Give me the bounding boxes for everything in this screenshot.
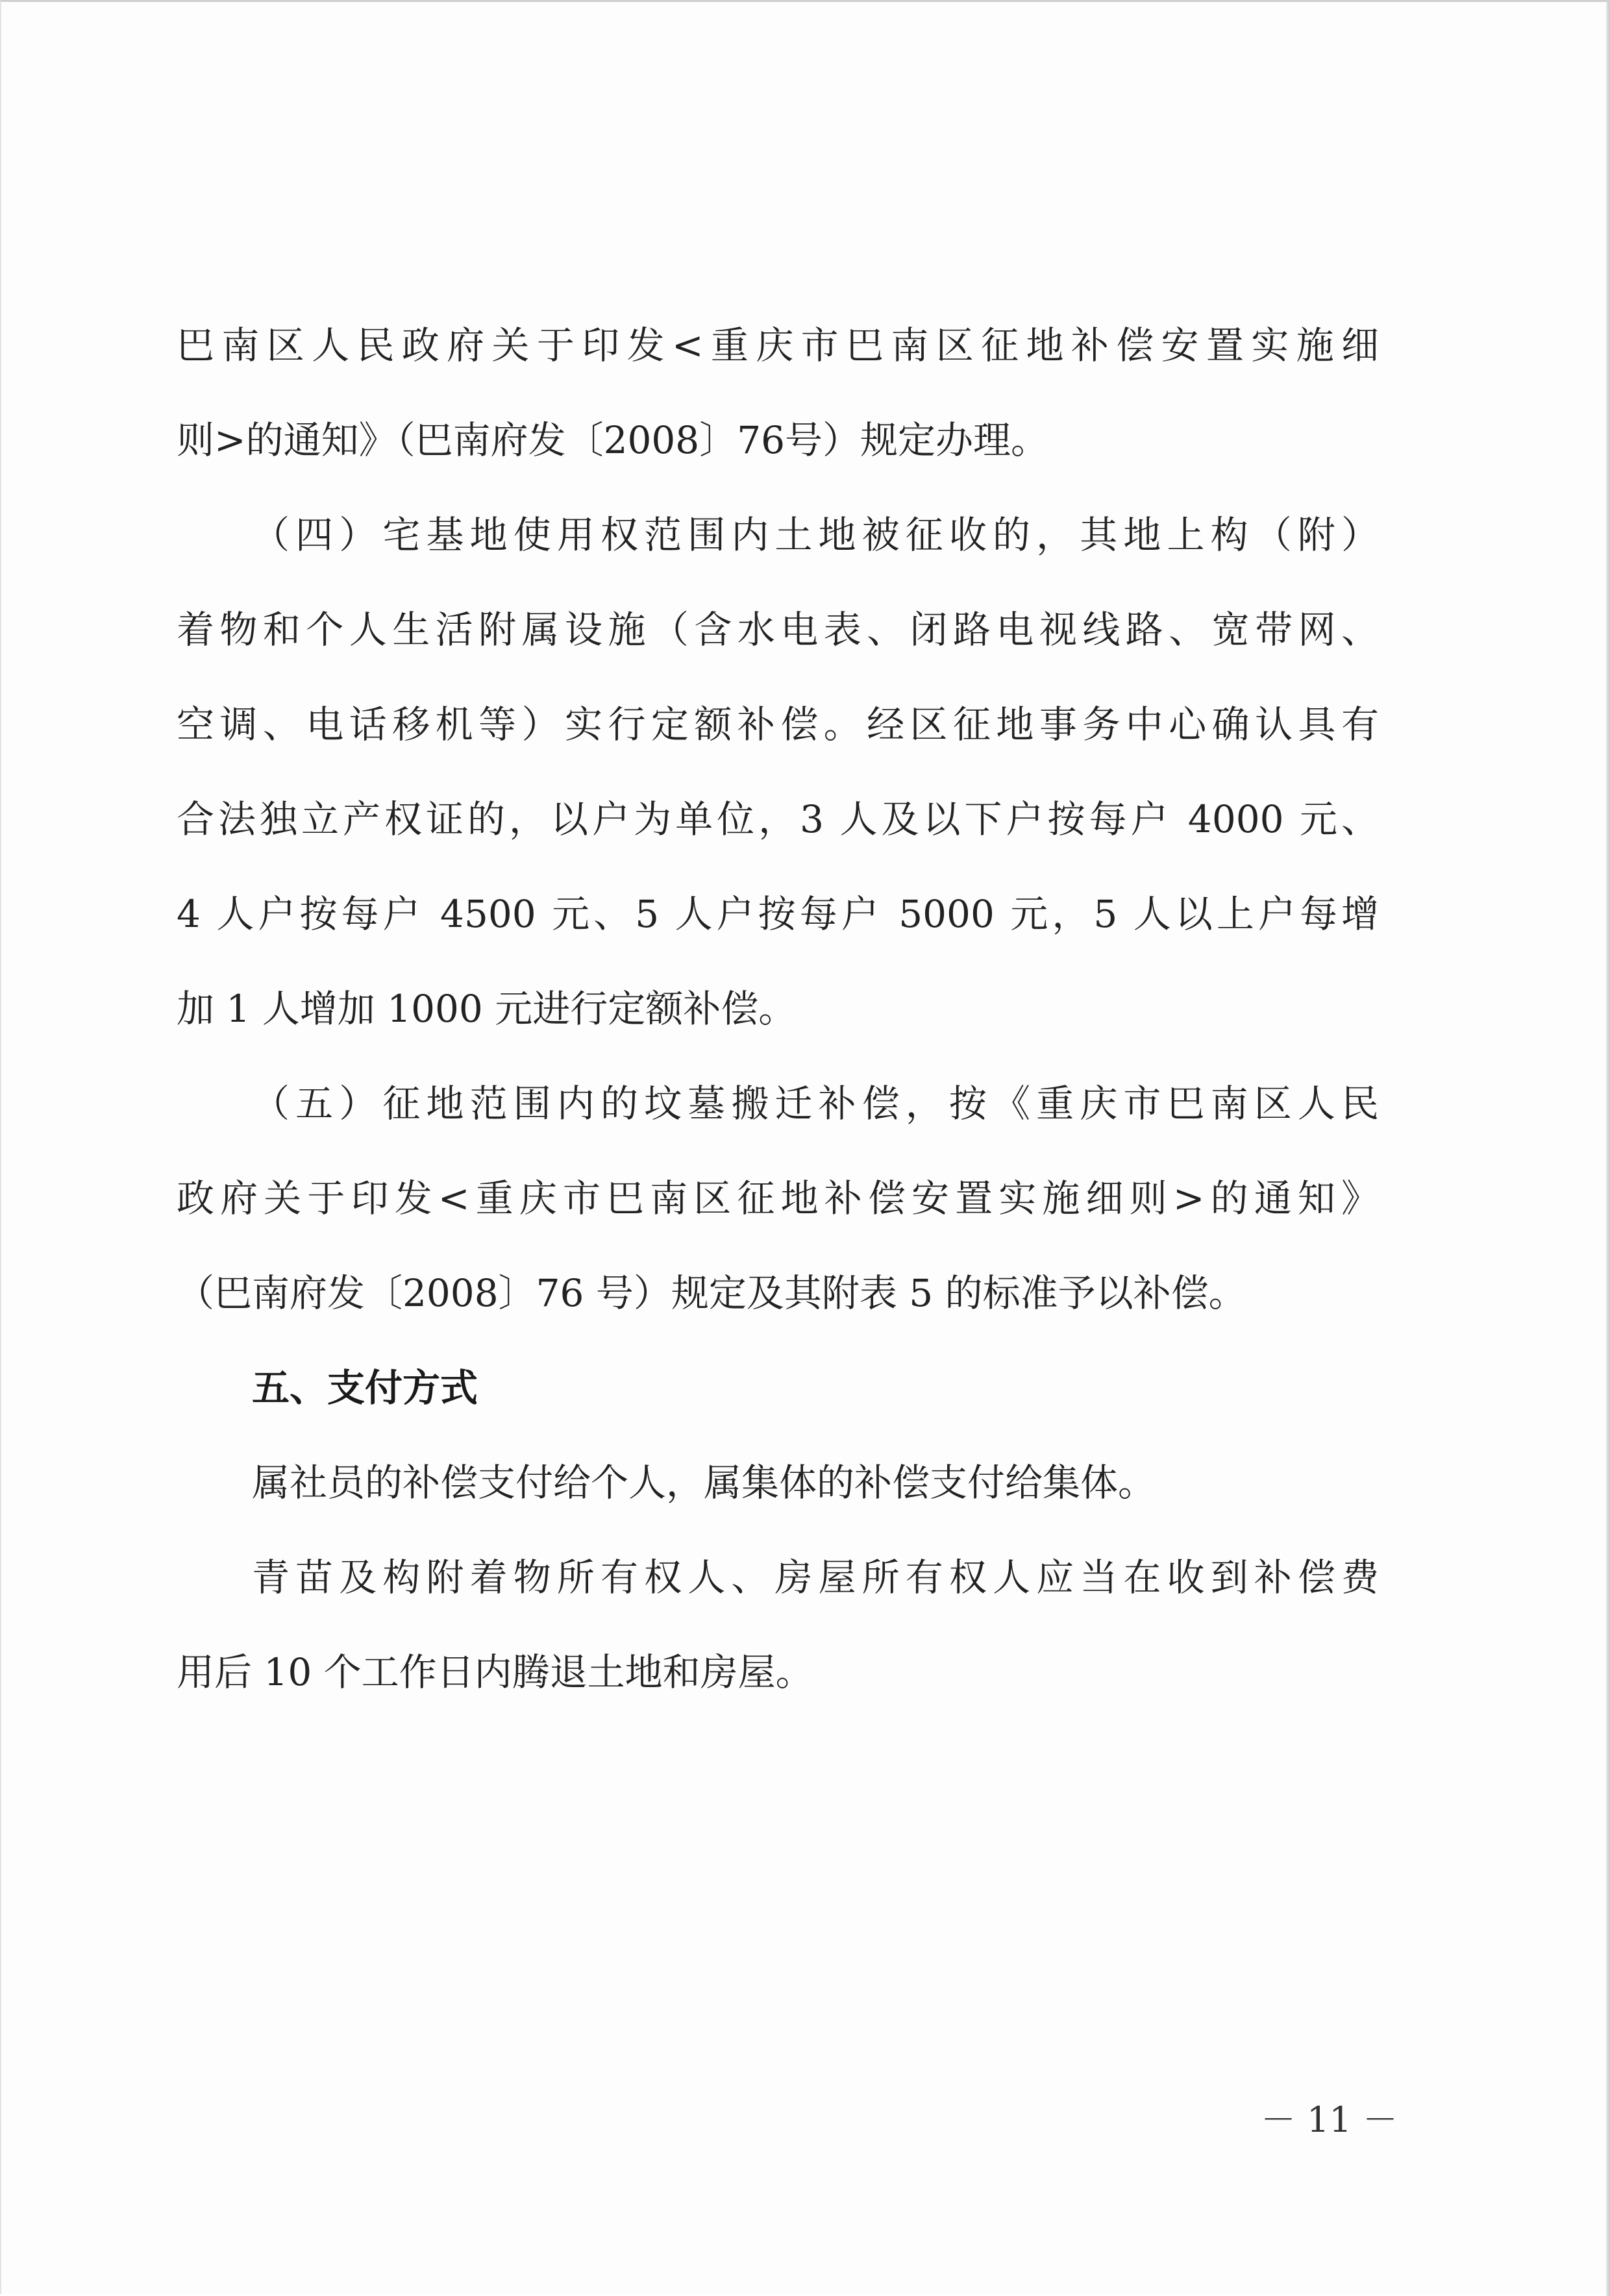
paragraph-line: 政府关于印发<重庆市巴南区征地补偿安置实施细则>的通知》 <box>177 1176 1379 1220</box>
paragraph-line: 用后 10 个工作日内腾退土地和房屋。 <box>177 1650 813 1694</box>
paragraph-line: 4 人户按每户 4500 元、5 人户按每户 5000 元，5 人以上户每增 <box>177 892 1379 936</box>
paragraph-line: 加 1 人增加 1000 元进行定额补偿。 <box>177 987 797 1031</box>
scan-edge-shadow <box>1606 2 1610 2296</box>
paragraph-line: 青苗及构附着物所有权人、房屋所有权人应当在收到补偿费 <box>252 1555 1379 1599</box>
paragraph-line: （巴南府发〔2008〕76 号）规定及其附表 5 的标准予以补偿。 <box>177 1271 1246 1315</box>
section-heading: 五、支付方式 <box>252 1366 478 1410</box>
paragraph-line: 着物和个人生活附属设施（含水电表、闭路电视线路、宽带网、 <box>177 608 1379 652</box>
paragraph-line: 合法独立产权证的，以户为单位，3 人及以下户按每户 4000 元、 <box>177 797 1379 841</box>
paragraph-line: 巴南区人民政府关于印发<重庆市巴南区征地补偿安置实施细 <box>177 323 1379 367</box>
paragraph-line: （五）征地范围内的坟墓搬迁补偿，按《重庆市巴南区人民 <box>252 1081 1379 1126</box>
page-number: － 11 － <box>1261 2099 1398 2140</box>
paragraph-line: 则>的通知》（巴南府发〔2008〕76号）规定办理。 <box>177 418 1049 462</box>
paragraph-line: （四）宅基地使用权范围内土地被征收的，其地上构（附） <box>252 513 1379 557</box>
paragraph-line: 属社员的补偿支付给个人，属集体的补偿支付给集体。 <box>252 1461 1156 1505</box>
paragraph-line: 空调、电话移机等）实行定额补偿。经区征地事务中心确认具有 <box>177 702 1379 747</box>
document-body <box>177 298 1379 1720</box>
